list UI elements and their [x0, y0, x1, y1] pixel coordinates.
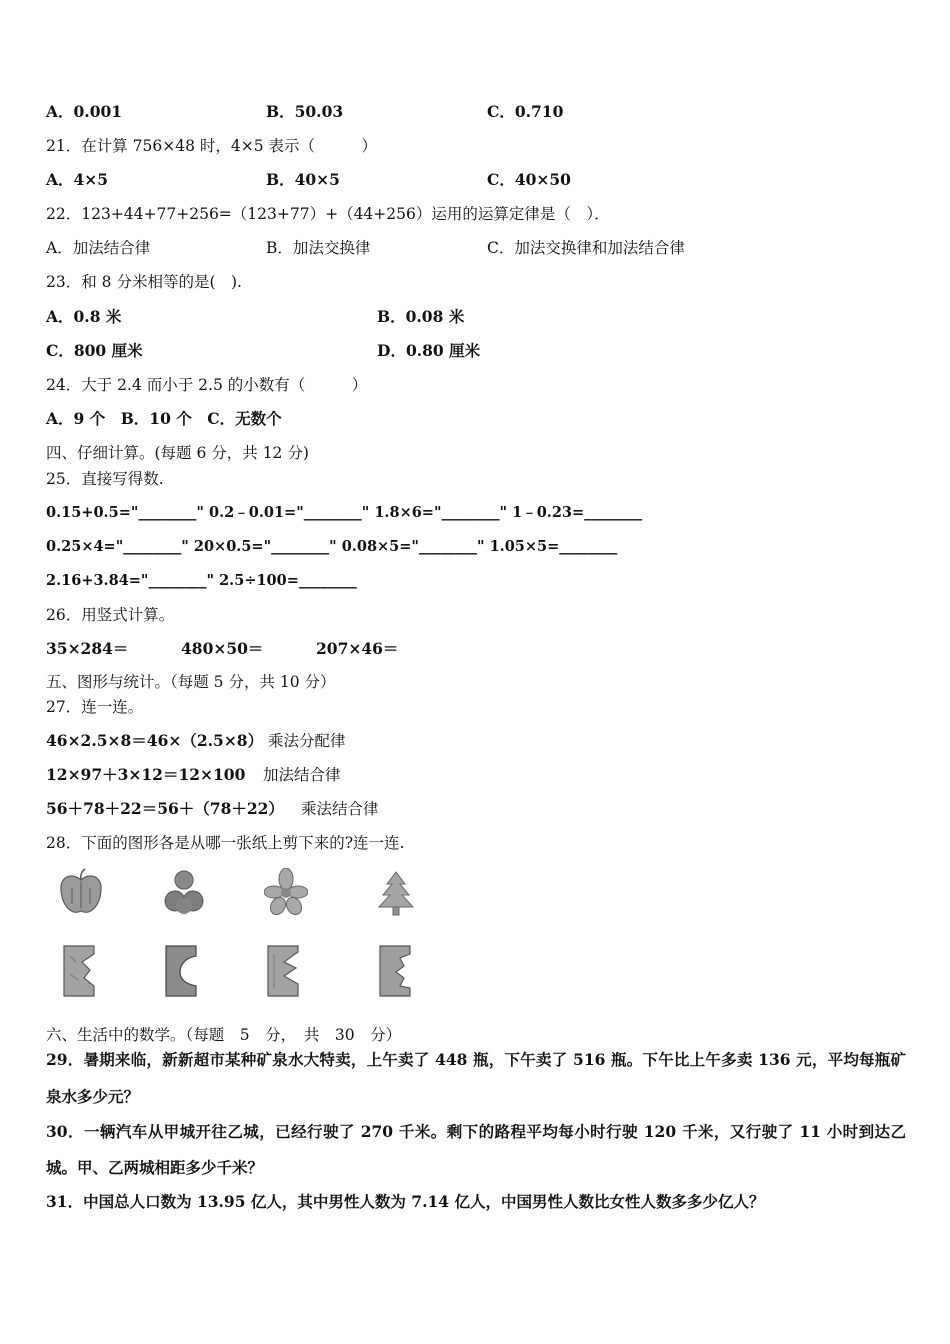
- q25-stem: 25．直接写得数.: [46, 470, 164, 488]
- q23-option-a: A．0.8 米: [46, 307, 122, 326]
- q22-option-a: A．加法结合律: [46, 239, 151, 257]
- q23-option-d: D．0.80 厘米: [377, 341, 481, 360]
- q25-row-2: 0.25×4="________" 20×0.5="________" 0.08×5="________" 1.05×5=________: [46, 538, 618, 555]
- paper-sheet-4-icon: [378, 944, 412, 998]
- q31-stem: 31．中国总人口数为 13.95 亿人，其中男性人数为 7.14 亿人，中国男性人数比女性人数多多少亿人？: [46, 1192, 765, 1211]
- q27-left-1: 46×2.5×8＝46×（2.5×8）: [46, 731, 264, 750]
- gourd-shape-icon: [163, 868, 205, 918]
- section-6-heading: 六、生活中的数学。（每题 5 分， 共 30 分）: [46, 1026, 402, 1044]
- q20-option-c: C．0.710: [487, 102, 564, 121]
- q20-option-a: A．0.001: [46, 102, 123, 121]
- q30-stem-line-2: 城。甲、乙两城相距多少千米？: [46, 1158, 264, 1177]
- q21-stem: 21．在计算 756×48 时，4×5 表示（ ）: [46, 137, 378, 155]
- q30-stem-line-1: 30．一辆汽车从甲城开往乙城，已经行驶了 270 千米。剩下的路程平均每小时行驶 120 千米，又行驶了 11 小时到达乙: [46, 1122, 906, 1141]
- q21-option-c: C．40×50: [487, 170, 571, 189]
- tree-shape-icon: [376, 870, 416, 916]
- paper-sheet-2-icon: [164, 944, 198, 998]
- apple-shape-icon: [58, 868, 104, 918]
- q27-stem: 27．连一连。: [46, 698, 144, 716]
- q25-row-1: 0.15+0.5="________" 0.2﹣0.01="________" 1.8×6="________" 1﹣0.23=________: [46, 504, 643, 521]
- q28-stem: 28．下面的图形各是从哪一张纸上剪下来的?连一连.: [46, 834, 405, 852]
- q24-options: A．9 个 B．10 个 C．无数个: [46, 409, 282, 428]
- q25-row-3: 2.16+3.84="________" 2.5÷100=________: [46, 572, 357, 589]
- section-4-heading: 四、仔细计算。(每题 6 分，共 12 分): [46, 444, 309, 462]
- q27-left-3: 56＋78＋22＝56＋（78＋22）: [46, 799, 284, 818]
- paper-sheet-3-icon: [266, 944, 300, 998]
- q26-stem: 26．用竖式计算。: [46, 606, 175, 624]
- q27-left-2: 12×97＋3×12＝12×100: [46, 765, 246, 784]
- q20-option-b: B．50.03: [266, 102, 344, 121]
- q27-right-1: 乘法分配律: [268, 732, 346, 750]
- paper-sheet-1-icon: [62, 944, 96, 998]
- q22-option-b: B．加法交换律: [266, 239, 371, 257]
- q29-stem-line-1: 29．暑期来临，新新超市某种矿泉水大特卖，上午卖了 448 瓶，下午卖了 516 瓶。下午比上午多卖 136 元，平均每瓶矿: [46, 1050, 906, 1069]
- q22-stem: 22．123+44+77+256=（123+77）+（44+256）运用的运算定律是（ ）．: [46, 205, 610, 223]
- q27-right-2: 加法结合律: [263, 766, 341, 784]
- q22-option-c: C．加法交换律和加法结合律: [487, 239, 685, 257]
- q27-right-3: 乘法结合律: [301, 800, 379, 818]
- q26-expression-3: 207×46＝: [316, 639, 399, 658]
- q23-option-b: B．0.08 米: [377, 307, 465, 326]
- q26-expression-1: 35×284＝: [46, 639, 129, 658]
- q26-expression-2: 480×50＝: [181, 639, 264, 658]
- q24-stem: 24．大于 2.4 而小于 2.5 的小数有（ ）: [46, 376, 368, 394]
- section-5-heading: 五、图形与统计。（每题 5 分，共 10 分）: [46, 673, 336, 691]
- q23-stem: 23．和 8 分米相等的是( ).: [46, 273, 242, 291]
- flower-shape-icon: [264, 868, 308, 916]
- q21-option-b: B．40×5: [266, 170, 340, 189]
- q23-option-c: C．800 厘米: [46, 341, 143, 360]
- q21-option-a: A．4×5: [46, 170, 109, 189]
- q29-stem-line-2: 泉水多少元？: [46, 1087, 140, 1106]
